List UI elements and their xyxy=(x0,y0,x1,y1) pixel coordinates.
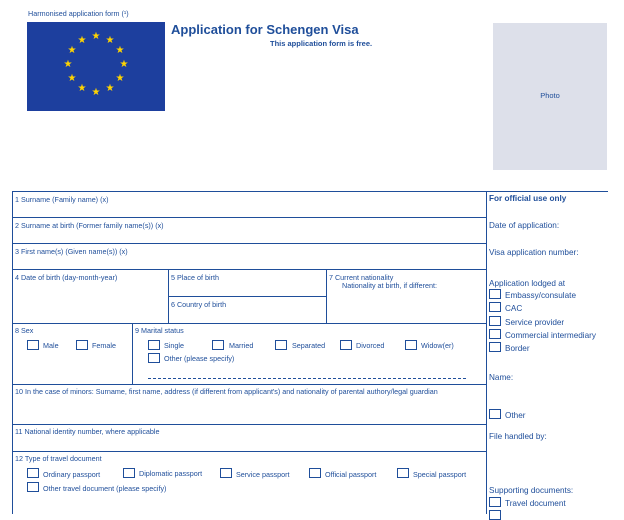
star-icon: ★ xyxy=(67,45,77,56)
row-divider xyxy=(12,243,486,244)
col-divider xyxy=(326,269,327,323)
marital-separated-label: Separated xyxy=(292,341,326,350)
photo-label: Photo xyxy=(540,91,560,100)
travel-doc-special-checkbox[interactable] xyxy=(397,468,409,478)
official-use-heading: For official use only xyxy=(489,194,567,203)
travel-doc-diplomatic-label: Diplomatic passport xyxy=(139,469,203,478)
travel-doc-other-checkbox[interactable] xyxy=(27,482,39,492)
form-subtitle: This application form is free. xyxy=(270,39,373,48)
lodged-at-label: Application lodged at xyxy=(489,279,566,288)
supporting-document-checkbox[interactable] xyxy=(489,510,501,520)
lodged-cac-checkbox[interactable] xyxy=(489,302,501,312)
row-divider xyxy=(168,296,326,297)
visa-application-number-label: Visa application number: xyxy=(489,248,579,257)
field-11-label: 11 National identity number, where applicable xyxy=(15,427,160,436)
supporting-documents-label: Supporting documents: xyxy=(489,486,574,495)
travel-doc-other-label: Other travel document (please specify) xyxy=(43,484,167,493)
star-icon: ★ xyxy=(119,59,129,70)
travel-doc-ordinary-label: Ordinary passport xyxy=(43,470,101,479)
field-7-label: 7 Current nationality xyxy=(329,273,394,282)
field-9-label: 9 Marital status xyxy=(135,326,184,335)
lodged-other-label: Other xyxy=(505,411,526,420)
sex-male-label: Male xyxy=(43,341,59,350)
star-icon: ★ xyxy=(105,83,115,94)
lodged-service-provider-checkbox[interactable] xyxy=(489,316,501,326)
lodged-border-checkbox[interactable] xyxy=(489,342,501,352)
harmonised-note: Harmonised application form (¹) xyxy=(28,9,129,18)
row-divider xyxy=(12,424,486,425)
row-divider xyxy=(12,384,486,385)
field-5-label: 5 Place of birth xyxy=(171,273,219,282)
marital-separated-checkbox[interactable] xyxy=(275,340,287,350)
row-divider xyxy=(12,323,486,324)
lodged-embassy-checkbox[interactable] xyxy=(489,289,501,299)
supporting-travel-document-checkbox[interactable] xyxy=(489,497,501,507)
travel-doc-service-checkbox[interactable] xyxy=(220,468,232,478)
sex-female-label: Female xyxy=(92,341,116,350)
lodged-other-checkbox[interactable] xyxy=(489,409,501,419)
file-handled-by-label: File handled by: xyxy=(489,432,547,441)
marital-single-checkbox[interactable] xyxy=(148,340,160,350)
star-icon: ★ xyxy=(77,35,87,46)
field-1-label: 1 Surname (Family name) (x) xyxy=(15,195,109,204)
photo-box xyxy=(493,23,607,170)
sex-female-checkbox[interactable] xyxy=(76,340,88,350)
supporting-travel-document-label: Travel document xyxy=(505,499,566,508)
star-icon: ★ xyxy=(115,73,125,84)
form-left-border xyxy=(12,191,13,514)
field-4-label: 4 Date of birth (day-month-year) xyxy=(15,273,118,282)
form-top-border xyxy=(12,191,608,192)
star-icon: ★ xyxy=(91,31,101,42)
field-6-label: 6 Country of birth xyxy=(171,300,227,309)
col-divider xyxy=(168,269,169,323)
marital-single-label: Single xyxy=(164,341,184,350)
travel-doc-ordinary-checkbox[interactable] xyxy=(27,468,39,478)
official-divider xyxy=(486,191,487,514)
col-divider xyxy=(132,323,133,384)
marital-other-specify-line[interactable] xyxy=(148,378,466,379)
marital-divorced-label: Divorced xyxy=(356,341,385,350)
marital-married-checkbox[interactable] xyxy=(212,340,224,350)
eu-flag xyxy=(27,22,165,111)
lodged-cac-label: CAC xyxy=(505,304,523,313)
travel-doc-service-label: Service passport xyxy=(236,470,290,479)
date-of-application-label: Date of application: xyxy=(489,221,560,230)
marital-divorced-checkbox[interactable] xyxy=(340,340,352,350)
row-divider xyxy=(12,217,486,218)
official-name-label: Name: xyxy=(489,373,514,382)
star-icon: ★ xyxy=(115,45,125,56)
field-12-label: 12 Type of travel document xyxy=(15,454,102,463)
field-3-label: 3 First name(s) (Given name(s)) (x) xyxy=(15,247,128,256)
marital-married-label: Married xyxy=(229,341,254,350)
star-icon: ★ xyxy=(91,87,101,98)
lodged-commercial-intermediary-checkbox[interactable] xyxy=(489,329,501,339)
travel-doc-official-label: Official passport xyxy=(325,470,377,479)
travel-doc-official-checkbox[interactable] xyxy=(309,468,321,478)
star-icon: ★ xyxy=(77,83,87,94)
field-10-label: 10 In the case of minors: Surname, first name, address (if different from applicant's) and nationality of parental authory/legal guardian xyxy=(15,387,438,396)
star-icon: ★ xyxy=(67,73,77,84)
row-divider xyxy=(12,269,486,270)
form-title: Application for Schengen Visa xyxy=(171,22,359,37)
lodged-border-label: Border xyxy=(505,344,530,353)
star-icon: ★ xyxy=(63,59,73,70)
star-icon: ★ xyxy=(105,35,115,46)
field-7-sublabel: Nationality at birth, if different: xyxy=(342,281,437,290)
lodged-service-provider-label: Service provider xyxy=(505,318,565,327)
lodged-commercial-intermediary-label: Commercial intermediary xyxy=(505,331,596,340)
row-divider xyxy=(12,451,486,452)
marital-widow-label: Widow(er) xyxy=(421,341,454,350)
travel-doc-special-label: Special passport xyxy=(413,470,467,479)
marital-other-checkbox[interactable] xyxy=(148,353,160,363)
marital-other-label: Other (please specify) xyxy=(164,354,235,363)
field-2-label: 2 Surname at birth (Former family name(s)) (x) xyxy=(15,221,164,230)
marital-widow-checkbox[interactable] xyxy=(405,340,417,350)
travel-doc-diplomatic-checkbox[interactable] xyxy=(123,468,135,478)
field-8-label: 8 Sex xyxy=(15,326,34,335)
lodged-embassy-label: Embassy/consulate xyxy=(505,291,576,300)
sex-male-checkbox[interactable] xyxy=(27,340,39,350)
